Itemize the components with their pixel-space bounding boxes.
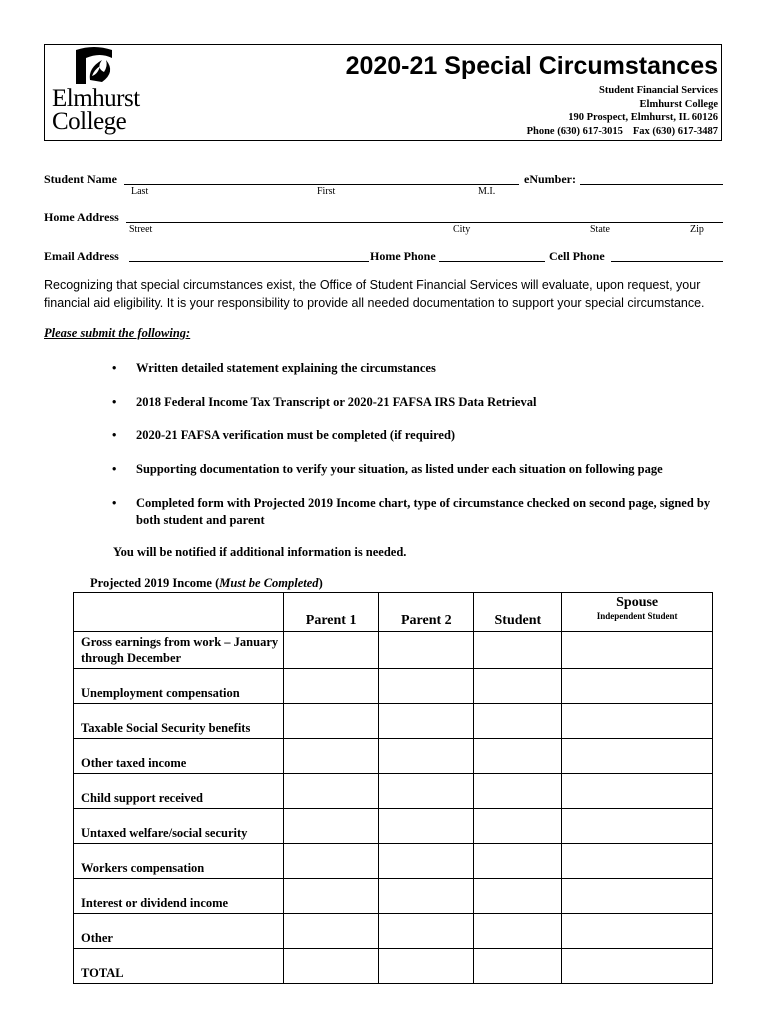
logo-flame-icon: [72, 46, 116, 86]
table-header-row: [74, 593, 713, 632]
email-label: Email Address: [44, 249, 119, 263]
office-address: 190 Prospect, Elmhurst, IL 60126: [568, 112, 718, 123]
table-row: [74, 739, 713, 774]
row-label: Unemployment compensation: [74, 669, 284, 704]
income-cell[interactable]: [379, 844, 474, 879]
row-label: Child support received: [74, 774, 284, 809]
income-cell[interactable]: [474, 879, 562, 914]
col-parent-2: Parent 2: [379, 593, 474, 632]
income-cell[interactable]: [284, 739, 379, 774]
income-cell[interactable]: [284, 809, 379, 844]
income-cell[interactable]: [284, 879, 379, 914]
income-cell[interactable]: [562, 879, 713, 914]
table-row: [74, 774, 713, 809]
please-submit-heading: Please submit the following:: [44, 326, 191, 340]
income-cell[interactable]: [562, 914, 713, 949]
income-cell[interactable]: [379, 879, 474, 914]
row-label: Untaxed welfare/social security: [74, 809, 284, 844]
address-sub-zip: Zip: [690, 224, 704, 235]
student-name-sub-first: First: [317, 186, 336, 197]
cell-phone-field[interactable]: [611, 261, 723, 262]
requirement-item: • Written detailed statement explaining the circumstances: [112, 361, 436, 375]
row-label: Other taxed income: [74, 739, 284, 774]
income-cell[interactable]: [562, 844, 713, 879]
home-address-field[interactable]: [126, 222, 723, 223]
income-cell[interactable]: [379, 704, 474, 739]
income-cell[interactable]: [474, 809, 562, 844]
enumber-field[interactable]: [580, 184, 723, 185]
income-cell[interactable]: [474, 669, 562, 704]
address-sub-state: State: [590, 224, 610, 235]
office-fax: Fax (630) 617-3487: [632, 125, 718, 137]
table-row: [74, 879, 713, 914]
notification-note: You will be notified if additional information is needed.: [113, 545, 407, 559]
income-cell[interactable]: [379, 669, 474, 704]
table-row: [74, 949, 713, 984]
income-cell[interactable]: [474, 704, 562, 739]
table-row: [74, 809, 713, 844]
income-cell[interactable]: [474, 774, 562, 809]
spouse-label: Spouse: [616, 595, 659, 610]
table-row: [74, 632, 713, 669]
income-cell[interactable]: [474, 949, 562, 984]
income-cell[interactable]: [562, 669, 713, 704]
income-cell[interactable]: [562, 704, 713, 739]
row-label: Taxable Social Security benefits: [74, 704, 284, 739]
income-cell[interactable]: [562, 809, 713, 844]
enumber-label: eNumber:: [524, 172, 576, 186]
student-name-label: Student Name: [44, 172, 118, 186]
cell-phone-label: Cell Phone: [549, 249, 605, 263]
home-phone-label: Home Phone: [370, 249, 436, 263]
please-submit-text: Please submit the following: [44, 326, 187, 340]
home-phone-field[interactable]: [439, 261, 545, 262]
income-cell[interactable]: [474, 844, 562, 879]
income-cell[interactable]: [284, 844, 379, 879]
office-info: [527, 84, 718, 138]
header-blank-cell: [74, 593, 284, 632]
logo-line-1: Elmhurst: [52, 85, 140, 112]
address-sub-street: Street: [129, 224, 153, 235]
requirement-item: • Completed form with Projected 2019 Income chart, type of circumstance checked on second page, signed by both student and parent: [112, 496, 711, 527]
requirement-item: • 2018 Federal Income Tax Transcript or 2020-21 FAFSA IRS Data Retrieval: [112, 395, 537, 409]
table-row: [74, 844, 713, 879]
requirement-item: • 2020-21 FAFSA verification must be completed (if required): [112, 428, 456, 442]
address-sub-city: City: [453, 224, 471, 235]
income-cell[interactable]: [562, 739, 713, 774]
income-cell[interactable]: [562, 949, 713, 984]
must-complete-note: Must be Completed: [219, 576, 319, 590]
col-spouse: [562, 593, 713, 632]
income-cell[interactable]: [474, 914, 562, 949]
table-row: [74, 704, 713, 739]
table-row: [74, 914, 713, 949]
income-cell[interactable]: [379, 632, 474, 669]
row-label: Other: [74, 914, 284, 949]
home-address-label: Home Address: [44, 210, 119, 224]
student-name-sub-last: Last: [131, 186, 149, 197]
income-cell[interactable]: [284, 632, 379, 669]
income-cell[interactable]: [284, 669, 379, 704]
income-cell[interactable]: [474, 739, 562, 774]
logo-line-2: College: [52, 108, 127, 135]
office-phone: Phone (630) 617-3015: [526, 125, 623, 137]
income-cell[interactable]: [284, 704, 379, 739]
row-label: Workers compensation: [74, 844, 284, 879]
income-cell[interactable]: [284, 949, 379, 984]
income-table: [73, 592, 713, 984]
col-student: Student: [474, 593, 562, 632]
intro-paragraph: Recognizing that special circumstances exist, the Office of Student Financial Services will evaluate, upon request, your financial aid eligibility. It is your responsibility to provide all needed documentation to support your special circumstance.: [44, 278, 705, 310]
income-cell[interactable]: [379, 774, 474, 809]
col-parent-1: Parent 1: [284, 593, 379, 632]
income-cell[interactable]: [562, 632, 713, 669]
table-row: [74, 669, 713, 704]
income-cell[interactable]: [562, 774, 713, 809]
income-cell[interactable]: [379, 914, 474, 949]
college-name: Elmhurst College: [639, 98, 718, 110]
page-title: 2020-21 Special Circumstances: [345, 52, 718, 80]
row-label: Interest or dividend income: [74, 879, 284, 914]
student-name-sub-mi: M.I.: [478, 186, 496, 197]
office-name: Student Financial Services: [598, 85, 718, 96]
income-cell[interactable]: [284, 914, 379, 949]
income-cell[interactable]: [284, 774, 379, 809]
income-cell[interactable]: [474, 632, 562, 669]
college-logo: [52, 46, 172, 136]
office-contact: [527, 125, 718, 139]
income-cell[interactable]: [379, 739, 474, 774]
student-name-field[interactable]: [124, 184, 519, 185]
requirement-item: • Supporting documentation to verify your situation, as listed under each situation on following page: [112, 462, 663, 476]
row-label: TOTAL: [74, 949, 284, 984]
income-cell[interactable]: [379, 809, 474, 844]
income-cell[interactable]: [379, 949, 474, 984]
row-label: Gross earnings from work – January through December: [74, 632, 284, 669]
projected-income-heading: Projected 2019 Income (Must be Completed): [90, 576, 323, 590]
email-field[interactable]: [129, 261, 369, 262]
spouse-sublabel: Independent Student: [596, 611, 678, 621]
